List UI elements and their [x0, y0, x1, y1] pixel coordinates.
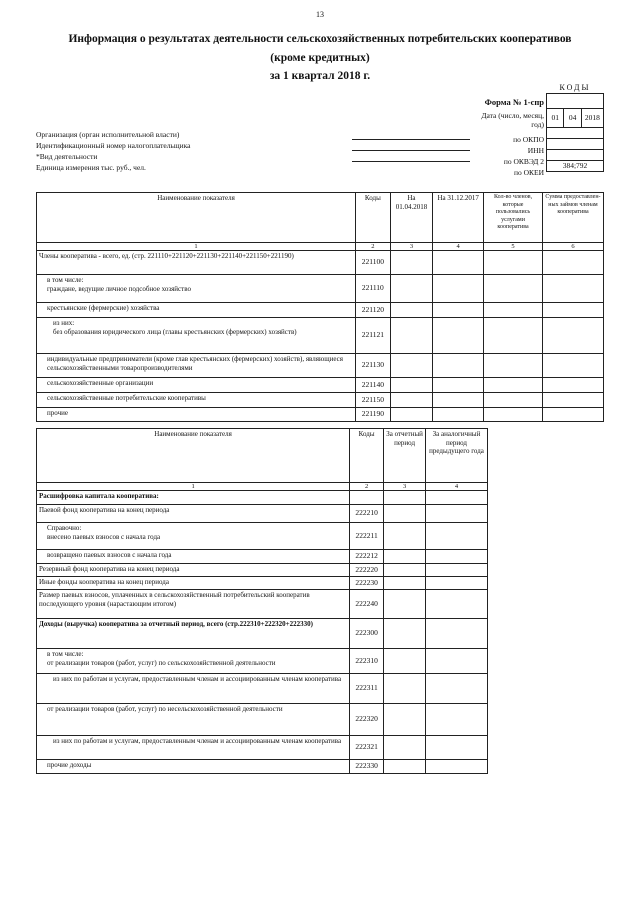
table-row: сельскохозяйственные потребительские кооперативы 221150 [37, 393, 604, 408]
inn-underline [352, 150, 470, 151]
header-name: Наименование показателя [37, 429, 350, 483]
form-title-line1: Информация о результатах деятельности сельскохозяйственных потребительских кооперативов [68, 33, 572, 45]
table-row: в том числе: граждане, ведущие личное подсобное хозяйство 221110 [37, 275, 604, 303]
header-name: Наименование показателя [37, 193, 356, 243]
activity-underline [352, 161, 470, 162]
header-c4: За аналогичный период предыдущего года [426, 429, 488, 483]
date-label: Дата (число, месяц, год) [481, 111, 544, 129]
form-title-line2: (кроме кредитных) [270, 52, 370, 64]
page-number: 13 [316, 10, 324, 19]
table-row: из них по работам и услугам, предоставленным членам и ассоциированным членам кооператива 222311 [37, 674, 488, 704]
header-code: Коды [356, 193, 391, 243]
date-month-cell: 04 [564, 109, 581, 128]
table-row: Члены кооператива - всего, ед. (стр. 221110+221120+221130+221140+221150+221190) 221100 [37, 251, 604, 275]
table-row: Размер паевых взносов, уплаченных в сельскохозяйственный потребительский кооператив последующего уровня (нарастающим итогом) 222240 [37, 590, 488, 619]
table-header-row [37, 429, 488, 483]
table-row: из них: без образования юридического лица (главы крестьянских (фермерских) хозяйств) 221121 [37, 318, 604, 354]
table-row: Доходы (выручка) кооператива за отчетный период, всего (стр.222310+222320+222330) 222300 [37, 619, 488, 649]
unit-label: Единица измерения тыс. руб., чел. [36, 163, 146, 172]
org-underline [352, 139, 470, 140]
header-c3: На 01.04.2018 [390, 193, 433, 243]
date-day-cell: 01 [547, 109, 564, 128]
okei-cell: 384;792 [547, 161, 604, 172]
table-row: Резервный фонд кооператива на конец периода 222220 [37, 564, 488, 577]
header-c5: Кол-во членов, которые пользовались услугами кооператива [484, 193, 543, 243]
form-title-line3: за 1 квартал 2018 г. [269, 70, 371, 82]
header-fields [36, 129, 191, 173]
org-label: Организация (орган исполнительной власти) [36, 130, 180, 139]
codes-box [546, 93, 604, 172]
okved-cell [547, 150, 604, 161]
header-c4: На 31.12.2017 [433, 193, 484, 243]
activity-label: *Вид деятельности [36, 152, 98, 161]
form-name: Форма № 1-спр [484, 97, 544, 107]
table-row: крестьянские (фермерские) хозяйства 221120 [37, 303, 604, 318]
form-code-cell [547, 94, 604, 109]
table-row: Паевой фонд кооператива на конец периода 222210 [37, 505, 488, 523]
table-row: из них по работам и услугам, предоставленным членам и ассоциированным членам кооператива 222321 [37, 736, 488, 760]
okpo-label: по ОКПО [513, 135, 544, 144]
header-c6: Сумма предоставлен-ных займов членам кооператива [543, 193, 604, 243]
inn-label: ИНН [527, 146, 544, 155]
inn-cell [547, 139, 604, 150]
table-row: сельскохозяйственные организации 221140 [37, 378, 604, 393]
section-row: Расшифровка капитала кооператива: [37, 491, 488, 505]
codes-header: КОДЫ [559, 83, 591, 92]
table-row: в том числе: от реализации товаров (работ, услуг) по сельскохозяйственной деятельности 222310 [37, 649, 488, 674]
header-c3: За отчетный период [384, 429, 426, 483]
table-row: возвращено паевых взносов с начала года 222212 [37, 550, 488, 564]
okved-label: по ОКВЭД 2 [503, 157, 544, 166]
header-code: Коды [350, 429, 384, 483]
table-row: Справочно: внесено паевых взносов с начала года 222211 [37, 523, 488, 550]
members-table [36, 192, 604, 422]
inn-field-label: Идентификационный номер налогоплательщика [36, 141, 191, 150]
okei-label: по ОКЕИ [513, 168, 544, 177]
date-year-cell: 2018 [581, 109, 603, 128]
table-row: прочие доходы 222330 [37, 760, 488, 774]
table-num-row: 1 2 3 4 5 6 [37, 243, 604, 251]
table-row: индивидуальные предприниматели (кроме глав крестьянских (фермерских) хозяйств), являющиеся сельскохозяйственными товаропроизводителями 221130 [37, 354, 604, 378]
capital-table [36, 428, 488, 774]
table-num-row: 1 2 3 4 [37, 483, 488, 491]
table-row: от реализации товаров (работ, услуг) по несельскохозяйственной деятельности 222320 [37, 704, 488, 736]
okpo-cell [547, 128, 604, 139]
table-row: Иные фонды кооператива на конец периода 222230 [37, 577, 488, 590]
table-row: прочие 221190 [37, 408, 604, 422]
table-header-row [37, 193, 604, 243]
